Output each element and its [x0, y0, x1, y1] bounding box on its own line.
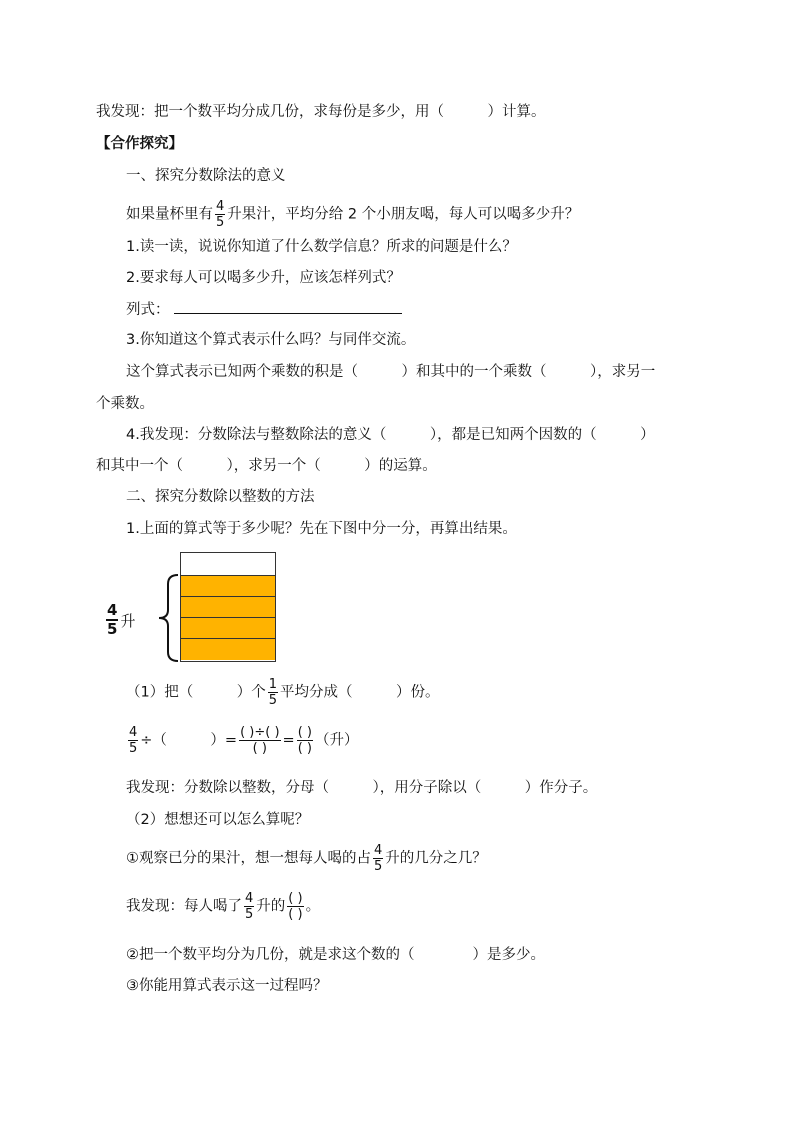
juice-cup-diagram	[104, 552, 284, 668]
part1-q1: 1.读一读，说说你知道了什么数学信息？所求的问题是什么？	[126, 239, 517, 255]
juice-band[interactable]	[181, 639, 275, 660]
part2-title: 二、探究分数除以整数的方法	[126, 489, 315, 505]
formula-label: 列式：	[126, 302, 170, 318]
part1-q3: 3.你知道这个算式表示什么吗？与同伴交流。	[126, 332, 416, 348]
part2-sub2: （2）想想还可以怎么算呢？	[126, 812, 310, 828]
equation-unit: （升）	[314, 732, 359, 749]
cup-empty-part	[181, 553, 275, 576]
fraction-denominator: 5	[129, 741, 138, 756]
fraction-numerator: 1	[268, 677, 278, 692]
fraction-denominator: ( )	[288, 907, 303, 922]
fraction	[128, 726, 138, 755]
sub1-pre: （1）把（ ）个	[126, 684, 266, 701]
fraction-numerator: 4	[245, 891, 254, 906]
sub1-post: 平均分成（ ）份。	[280, 684, 440, 701]
fraction-numerator: ( )	[297, 725, 312, 740]
fraction	[215, 200, 225, 229]
question-post: 升果汁，平均分给 2 个小朋友喝，每人可以喝多少升？	[227, 206, 580, 223]
equation	[126, 726, 358, 755]
fraction-numerator: 4	[129, 725, 138, 740]
fraction	[106, 603, 118, 637]
curly-brace	[156, 574, 180, 662]
fraction	[268, 678, 278, 707]
found2	[126, 892, 320, 921]
fraction-denominator: 5	[245, 907, 254, 922]
juice-band[interactable]	[181, 618, 275, 639]
measuring-cup	[180, 552, 276, 662]
fraction-denominator: ( )	[252, 741, 267, 756]
found1: 我发现：分数除以整数，分母（ ），用分子除以（ ）作分子。	[126, 780, 598, 796]
fraction-numerator: 4	[216, 199, 225, 214]
fraction-denominator: ( )	[297, 741, 312, 756]
fraction-numerator: ( )	[288, 891, 303, 906]
part1-q3-answer-2: 个乘数。	[96, 396, 154, 412]
juice-band[interactable]	[181, 576, 275, 597]
fraction-blank[interactable]	[287, 892, 303, 921]
part1-q4-1: 4.我发现：分数除法与整数除法的意义（ ），都是已知两个因数的（ ）	[126, 427, 655, 443]
found2-mid: 升的	[256, 898, 286, 915]
cup-volume-label	[104, 603, 135, 637]
circle-2: ②把一个数平均分为几份，就是求这个数的（ ）是多少。	[126, 947, 545, 963]
equation-division: ÷（ ）=	[140, 732, 238, 749]
fraction-numerator: 4	[374, 843, 383, 858]
part1-q4-2: 和其中一个（ ），求另一个（ ）的运算。	[96, 458, 437, 474]
section-header: 【合作探究】	[96, 136, 183, 152]
c1-pre: ①观察已分的果汁，想一想每人喝的占	[126, 850, 371, 867]
discovery-line-top: 我发现：把一个数平均分成几份，求每份是多少，用（ ）计算。	[96, 104, 546, 120]
part1-question	[126, 200, 579, 229]
unit-label: 升	[120, 611, 136, 630]
part1-q2: 2.要求每人可以喝多少升，应该怎样列式？	[126, 270, 401, 286]
circle-1	[126, 844, 487, 873]
c1-post: 升的几分之几？	[385, 850, 487, 867]
fraction	[373, 844, 383, 873]
fraction	[244, 892, 254, 921]
found2-end: 。	[305, 898, 321, 915]
part1-title: 一、探究分数除法的意义	[126, 168, 286, 184]
circle-3: ③你能用算式表示这一过程吗？	[126, 978, 328, 994]
part2-q1: 1.上面的算式等于多少呢？先在下图中分一分，再算出结果。	[126, 521, 517, 537]
fraction-denominator: 5	[107, 620, 118, 638]
fraction-denominator: 5	[216, 215, 225, 230]
fraction-blank[interactable]	[297, 726, 313, 755]
formula-line	[126, 299, 402, 320]
formula-blank[interactable]	[174, 299, 402, 314]
fraction-denominator: 5	[374, 859, 383, 874]
fraction-blank[interactable]	[239, 726, 280, 755]
part2-sub1	[126, 678, 440, 707]
fraction-numerator: ( )÷( )	[240, 725, 280, 740]
question-pre: 如果量杯里有	[126, 206, 213, 223]
part1-q3-answer-1: 这个算式表示已知两个乘数的积是（ ）和其中的一个乘数（ ），求另一	[126, 364, 656, 380]
juice-band[interactable]	[181, 597, 275, 618]
equals-sign: =	[282, 732, 295, 749]
fraction-numerator: 4	[107, 601, 118, 619]
found2-pre: 我发现：每人喝了	[126, 898, 242, 915]
fraction-denominator: 5	[268, 693, 278, 708]
